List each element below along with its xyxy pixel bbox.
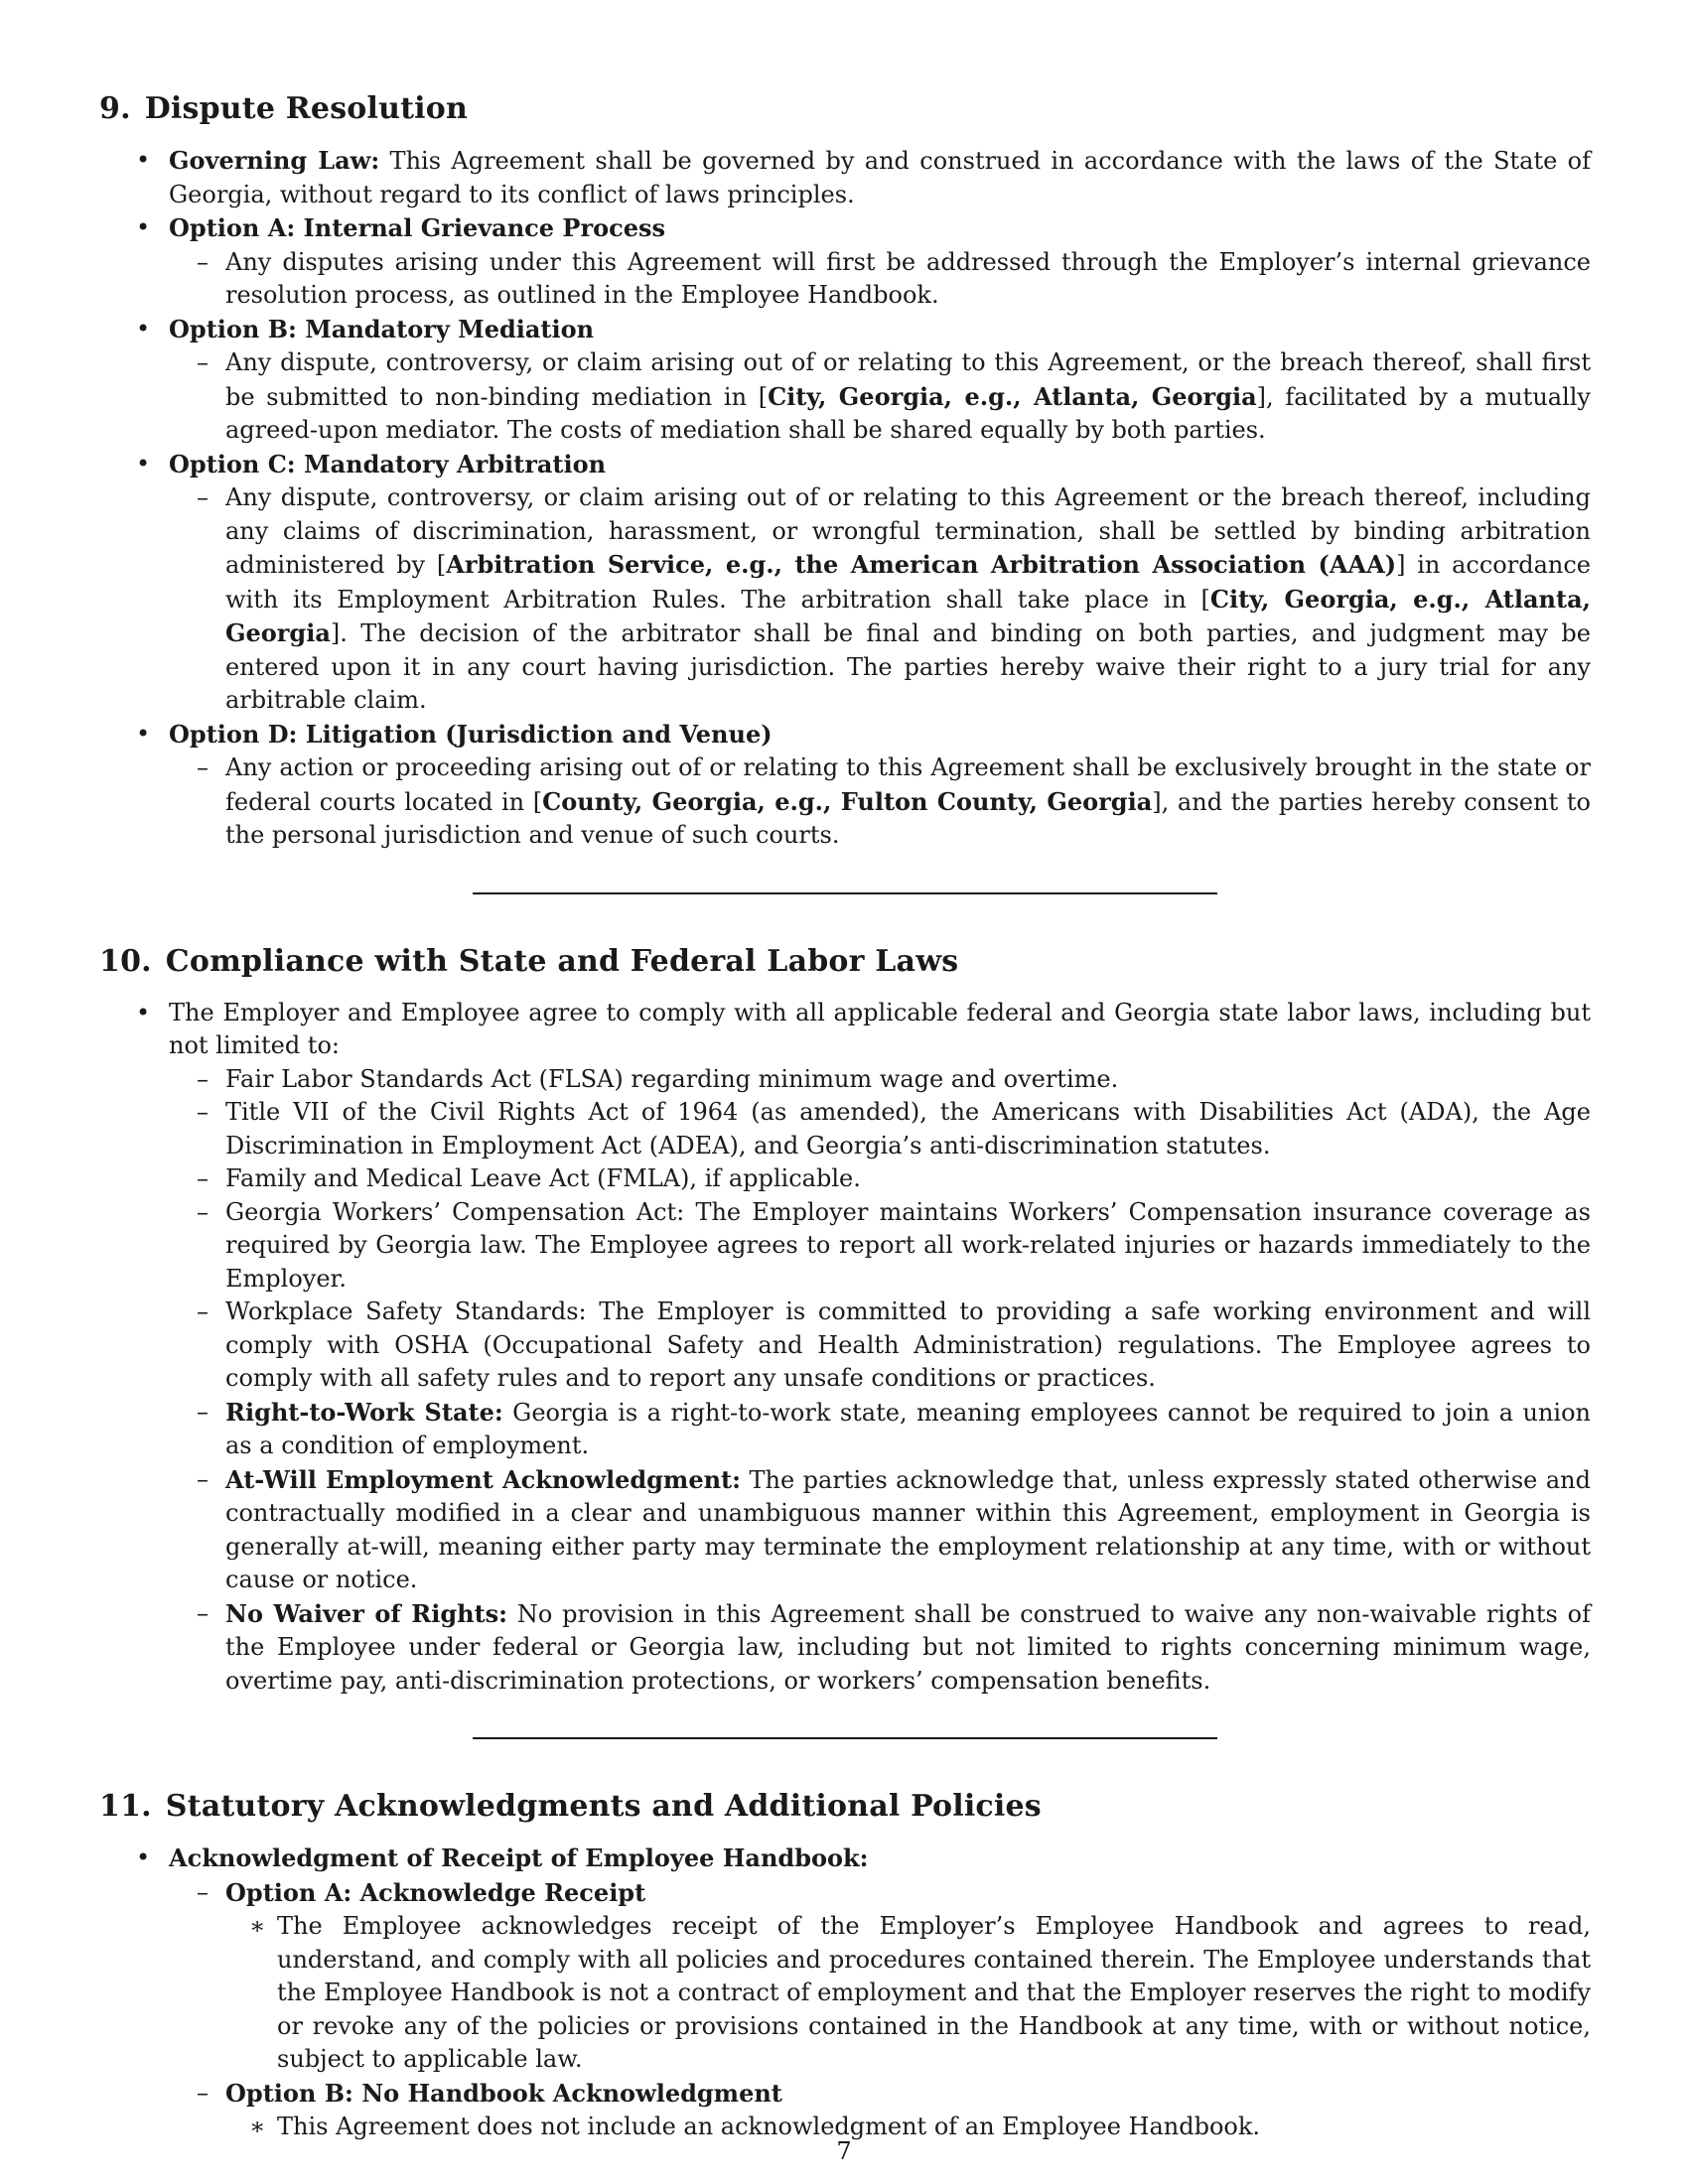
item-label: Acknowledgment of Receipt of Employee Handbook: <box>169 1843 869 1872</box>
sub-list-item-at-will <box>166 1463 1591 1597</box>
section-title: Dispute Resolution <box>144 91 468 126</box>
item-text: The parties acknowledge that, unless expressly stated otherwise and contractually modified in a clear and unambiguous manner within this Agreement, employment in Georgia is generally at-will, meaning either party may terminate the employment relationship at any time, with or without cause or notice. <box>225 1465 1591 1593</box>
section-number: 11. <box>99 1789 152 1824</box>
sub-sub-list-item <box>225 1910 1591 2077</box>
item-text: Title VII of the Civil Rights Act of 1964 (as amended), the Americans with Disabilities Act (ADA), the Age Discrimination in Employment Act (ADEA), and Georgia’s anti-discrimination statutes. <box>225 1098 1591 1160</box>
list-item-handbook <box>99 1842 1591 2144</box>
item-label: Option C: Mandatory Arbitration <box>169 449 607 478</box>
list-item-option-a <box>99 211 1591 313</box>
sub-list-item-fmla <box>166 1162 1591 1196</box>
item-label: Option B: Mandatory Mediation <box>169 314 595 343</box>
list-item-compliance <box>99 997 1591 1699</box>
sub-list <box>167 1063 1591 1699</box>
item-label: Governing Law: <box>169 146 380 175</box>
placeholder-text: County, Georgia, e.g., Fulton County, Georgia <box>542 786 1153 816</box>
sub-list-item-no-waiver <box>166 1597 1591 1699</box>
section-title: Compliance with State and Federal Labor Laws <box>165 943 959 979</box>
item-text: ], facilitated by a mutually agreed-upon mediator. The costs of mediation shall be shared equally by both parties. <box>225 382 1591 444</box>
list-item-option-d <box>99 718 1591 853</box>
sub-list-item-option-a <box>166 1876 1591 2077</box>
section-heading <box>99 91 1591 126</box>
sub-list-item-flsa <box>166 1063 1591 1097</box>
item-text: ]. The decision of the arbitrator shall be final and binding on both parties, and judgment may be entered upon it in any court having jurisdiction. The parties hereby waive their right to a jury trial for any arbitrable claim. <box>225 619 1591 714</box>
item-text: ] in accordance with its Employment Arbitration Rules. The arbitration shall take place in [ <box>225 551 1591 614</box>
sub-list <box>167 246 1591 313</box>
sub-list-item-workers-comp <box>166 1196 1591 1297</box>
section-heading <box>99 1789 1591 1824</box>
item-text: The Employer and Employee agree to comply with all applicable federal and Georgia state labor laws, including but not limited to: <box>169 998 1591 1059</box>
section-labor-law-compliance <box>99 944 1591 1699</box>
item-text: Fair Labor Standards Act (FLSA) regarding minimum wage and overtime. <box>225 1064 1119 1093</box>
item-text: Any dispute, controversy, or claim arising out of or relating to this Agreement, or the breach thereof, shall first be submitted to non-binding mediation in [ <box>225 348 1591 411</box>
section-number: 10. <box>99 943 152 979</box>
bullet-list <box>99 144 1591 853</box>
sub-list <box>167 751 1591 853</box>
horizontal-divider <box>473 1737 1217 1739</box>
item-text: Any action or proceeding arising out of or relating to this Agreement shall be exclusively brought in the state or federal courts located in [ <box>225 753 1591 816</box>
item-text: This Agreement shall be governed by and construed in accordance with the laws of the State of Georgia, without regard to its conflict of laws principles. <box>169 147 1591 208</box>
sub-list <box>167 1876 1591 2144</box>
bullet-list <box>99 997 1591 1699</box>
section-heading <box>99 944 1591 979</box>
sub-list-item-right-to-work <box>166 1396 1591 1463</box>
placeholder-text: City, Georgia, e.g., Atlanta, Georgia <box>225 584 1592 647</box>
sub-list-item-option-b <box>166 2077 1591 2144</box>
sub-list <box>167 481 1591 718</box>
sub-list-item <box>166 246 1591 313</box>
sub-list-item <box>166 346 1591 448</box>
placeholder-text: City, Georgia, e.g., Atlanta, Georgia <box>768 381 1257 411</box>
list-item-option-c <box>99 448 1591 718</box>
section-statutory-acknowledgments <box>99 1789 1591 2144</box>
item-label: Option D: Litigation (Jurisdiction and Venue) <box>169 719 773 749</box>
sub-list-item-title-vii <box>166 1096 1591 1162</box>
item-label: Option A: Internal Grievance Process <box>169 213 666 242</box>
sub-list-item <box>166 751 1591 853</box>
horizontal-divider <box>473 892 1217 894</box>
page-number: 7 <box>836 2137 852 2165</box>
sub-list-item-safety <box>166 1296 1591 1396</box>
item-text: Workplace Safety Standards: The Employer is committed to providing a safe working environment and will comply with OSHA (Occupational Safety and Health Administration) regulations. The Employee agrees to comply with all safety rules and to report any unsafe conditions or practices. <box>225 1297 1591 1392</box>
list-item-option-b <box>99 313 1591 448</box>
bullet-list <box>99 1842 1591 2144</box>
item-text: Georgia is a right-to-work state, meaning employees cannot be required to join a union as a condition of employment. <box>225 1398 1591 1459</box>
section-dispute-resolution <box>99 91 1591 853</box>
placeholder-text: Arbitration Service, e.g., the American Arbitration Association (AAA) <box>446 550 1397 579</box>
document-page <box>99 91 1591 2144</box>
item-text: This Agreement does not include an acknowledgment of an Employee Handbook. <box>277 2113 1261 2140</box>
section-title: Statutory Acknowledgments and Additional Policies <box>165 1789 1042 1824</box>
item-label: No Waiver of Rights: <box>225 1598 508 1628</box>
item-text: Any disputes arising under this Agreement will first be addressed through the Employer’s internal grievance resolution process, as outlined in the Employee Handbook. <box>225 247 1591 309</box>
sub-list-item <box>166 481 1591 718</box>
list-item-governing-law <box>99 144 1591 211</box>
item-text: The Employee acknowledges receipt of the Employer’s Employee Handbook and agrees to read, understand, and comply with all policies and procedures contained therein. The Employee understands that the Employee Handbook is not a contract of employment and that the Employer reserves the right to modify or revoke any of the policies or provisions contained in the Handbook at any time, with or without notice, subject to applicable law. <box>277 1912 1591 2073</box>
item-text: ], and the parties hereby consent to the personal jurisdiction and venue of such courts. <box>225 787 1592 849</box>
item-label: At-Will Employment Acknowledgment: <box>225 1464 741 1494</box>
item-text: Family and Medical Leave Act (FMLA), if applicable. <box>225 1164 861 1192</box>
sub-list <box>167 346 1591 448</box>
item-label: Option B: No Handbook Acknowledgment <box>225 2078 782 2108</box>
item-label: Option A: Acknowledge Receipt <box>225 1877 646 1907</box>
section-number: 9. <box>99 91 131 126</box>
item-text: Georgia Workers’ Compensation Act: The Employer maintains Workers’ Compensation insurance coverage as required by Georgia law. The Employee agrees to report all work-related injuries or hazards immediately to the Employer. <box>225 1197 1591 1293</box>
item-label: Right-to-Work State: <box>225 1397 503 1427</box>
item-text: No provision in this Agreement shall be construed to waive any non-waivable rights of the Employee under federal or Georgia law, including but not limited to rights concerning minimum wage, overtime pay, anti-discrimination protections, or workers’ compensation benefits. <box>225 1599 1591 1695</box>
sub-sub-list <box>225 1910 1591 2077</box>
item-text: Any dispute, controversy, or claim arising out of or relating to this Agreement or the breach thereof, including any claims of discrimination, harassment, or wrongful termination, shall be settled by binding arbitration administered by [ <box>225 483 1591 579</box>
